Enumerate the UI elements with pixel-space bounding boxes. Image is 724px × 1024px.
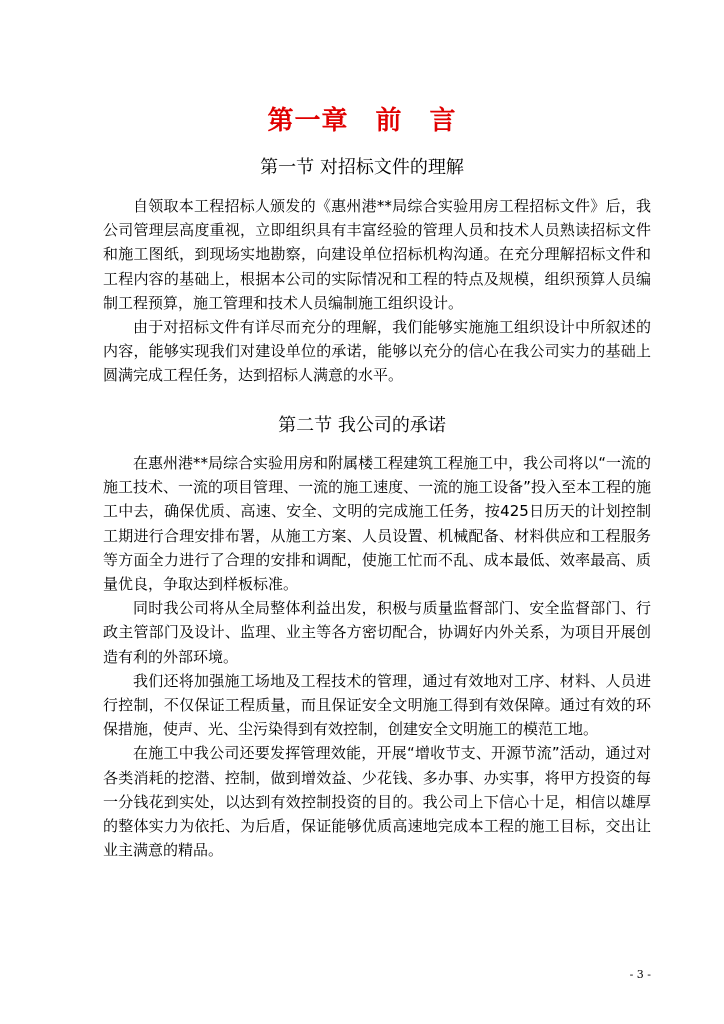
section-1-paragraph-2: 由于对招标文件有详尽而充分的理解，我们能够实施施工组织设计中所叙述的内容，能够实现我们对建设单位的承诺，能够以充分的信心在我公司实力的基础上圆满完成工程任务，达到招标人满意的水平。: [103, 318, 651, 385]
chapter-title: 第一章 前 言: [267, 106, 457, 136]
section-1-paragraph-1: 自领取本工程招标人颁发的《惠州港**局综合实验用房工程招标文件》后，我公司管理层高度重视，立即组织具有丰富经验的管理人员和技术人员熟读招标文件和施工图纸，到现场实地勘察，向建设单位招标机构沟通。在充分理解招标文件和工程内容的基础上，根据本公司的实际情况和工程的特点及规模，组织预算人员编制工程预算，施工管理和技术人员编制施工组织设计。: [103, 197, 651, 312]
section-1-body: [103, 194, 651, 388]
section-2-paragraph-3: 我们还将加强施工场地及工程技术的管理，通过有效地对工序、材料、人员进行控制，不仅保证工程质量，而且保证安全文明施工得到有效保障。通过有效的环保措施，使声、光、尘污染得到有效控制，创建安全文明施工的模范工地。: [103, 671, 651, 739]
section-2-body: [103, 451, 651, 862]
section-1-title: 第一节 对招标文件的理解: [260, 157, 464, 178]
section-2-title: 第二节 我公司的承诺: [278, 415, 446, 436]
section-2-paragraph-2: 同时我公司将从全局整体利益出发，积极与质量监督部门、安全监督部门、行政主管部门及设计、监理、业主等各方密切配合，协调好内外关系，为项目开展创造有利的外部环境。: [103, 599, 651, 666]
section-2-paragraph-1: 在惠州港**局综合实验用房和附属楼工程建筑工程施工中，我公司将以“一流的施工技术、一流的项目管理、一流的施工速度、一流的施工设备”投入至本工程的施工中去，确保优质、高速、安全、文明的完成施工任务，按425日历天的计划控制工期进行合理安排布署，从施工方案、人员设置、机械配备、材料供应和工程服务等方面全力进行了合理的安排和调配，使施工忙而不乱、成本最低、效率最高、质量优良，争取达到样板标准。: [103, 454, 651, 594]
section-2-paragraph-4: 在施工中我公司还要发挥管理效能，开展“增收节支、开源节流”活动，通过对各类消耗的挖潜、控制，做到增效益、少花钱、多办事、办实事，将甲方投资的每一分钱花到实处，以达到有效控制投资的目的。我公司上下信心十足，相信以雄厚的整体实力为依托、为后盾，保证能够优质高速地完成本工程的施工目标，交出让业主满意的精品。: [103, 744, 651, 860]
page-number: - 3 -: [629, 968, 651, 981]
